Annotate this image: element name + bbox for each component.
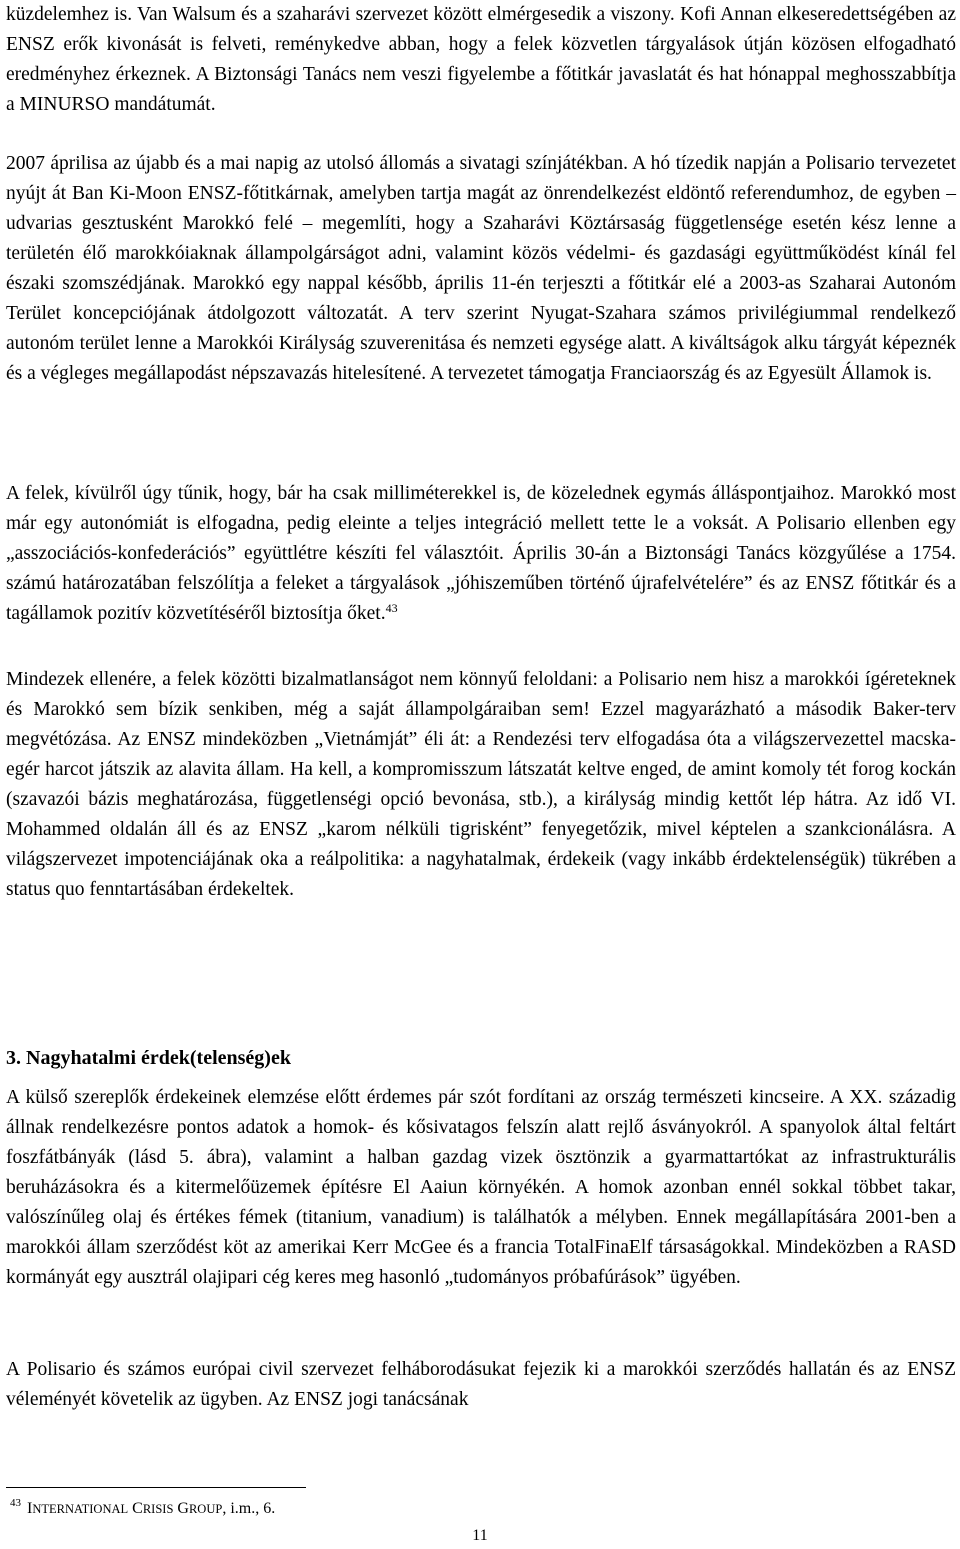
sentence: Ha kell, a kompromisszum látszatát keltve enged, de amint komoly tét forog kockán (szavazói bázis meghatározása, függetlenségi opció bevonása, stb.), a királyság mindig kettőt lép hátra. [6,759,957,810]
sentence: A XX. századig állnak rendelkezésre pontos adatok a homok- és kősivatagos felszín alatt rejlő ásványokról. [6,1087,956,1138]
footnote-text-part: C [132,1500,143,1517]
sentence: Mindezek ellenére, a felek közötti bizalmatlanságot nem könnyű feloldani: a Polisario nem hisz a marokkói ígéreteknek és Marokkó sem bízik senkiben, még a saját állampolgáraiban sem! [6,669,956,720]
sentence: A homok azonban ennél sokkal többet takar, valószínűleg olaj és értékes fémek (titanium, vanadium) is találhatók a mélyben. [6,1177,956,1228]
sentence: Az ENSZ jogi tanácsának [266,1389,469,1410]
footnote-text-part: NTERNATIONAL [32,1502,129,1516]
sentence: Mindeközben a RASD kormányát egy ausztrál olajipari cég keres meg hasonló „tudományos próbafúrások” ügyében. [6,1237,956,1288]
footnote-text-part: RISIS [142,1502,174,1516]
sentence: küzdelemhez is. Van Walsum és a szaharávi szervezet között elmérgesedik a viszony. Kofi Annan elkeseredettségében az ENSZ erők kivonását is felveti, reménykedve abban, hogy a felek közvetlen tárgyalások útján közösen elfogadható eredményhez érkeznek. [6,4,956,85]
sentence: A spanyolok által feltárt foszfátbányák (lásd 5. ábra), valamint a halban gazdag vizek ösztönzik a gyarmattartókat az infrastrukturális beruházásokra és a kitermelőüzemek építésre El Aaiun környékén. [6,1117,956,1198]
footnote-number: 43 [10,1497,21,1509]
sentence: A Polisario ellenben egy „asszociációs-konfederációs” együttlétre készíti fel választóit. [6,513,956,564]
sentence: Marokkó egy nappal később, április 11-én terjeszti a főtitkár elé a 2003-as Szaharai Autonóm Terület koncepciójának átdolgozott változatát. [6,273,957,324]
footnote-text-part: G [177,1500,189,1517]
sentence: A tervezetet támogatja Franciaország és az Egyesült Államok is. [429,363,932,384]
sentence: Az ENSZ mindeközben „Vietnámját” éli át: a Rendezési terv elfogadása óta a világszervezettel macska-egér harcot játszik az alavita állam. [6,729,956,780]
sentence: A terv szerint Nyugat-Szahara számos privilégiummal rendelkező autonóm terület lenne a Marokkói Királyság szuverenitása és nemzeti egysége alatt. [6,303,956,354]
sentence: A Polisario és számos európai civil szervezet felháborodásukat fejezik ki a marokkói szerződés hallatán és az ENSZ véleményét követelik az ügyben. [6,1359,956,1410]
paragraph-5 [6,1083,956,1293]
paragraph-4 [6,665,956,905]
sentence: A világszervezet impotenciájának oka a reálpolitika: a nagyhatalmak, érdekeik (vagy inkább érdektelenségük) tükrében a status quo fenntartásában érdekeltek. [6,819,956,900]
footnote [10,1498,275,1520]
sentence: Marokkó most már egy autonómiát is elfogadna, pedig eleinte a teljes integráció mellett tette le a voksát. [6,483,957,534]
footnote-text-part: ROUP [188,1502,223,1516]
paragraph-3 [6,479,956,629]
paragraph-2 [6,149,956,389]
sentence: A kiváltságok alku tárgyát képeznék és a végleges megállapodást népszavazás hitelesítené. [6,333,956,384]
footnote-text-part: , i.m., 6. [222,1500,276,1517]
sentence: A felek, kívülről úgy tűnik, hogy, bár ha csak milliméterekkel is, de közelednek egymás álláspontjaihoz. [6,483,835,504]
sentence: Ennek megállapítására 2001-ben a marokkói állam szerződést köt az amerikai Kerr McGee és a francia TotalFinaElf társaságokkal. [6,1207,956,1258]
footnote-reference[interactable]: 43 [385,601,398,615]
footnote-text-part: I [27,1500,33,1517]
sentence: A Biztonsági Tanács nem veszi figyelembe a főtitkár javaslatát és hat hónappal meghosszabbítja a MINURSO mandátumát. [6,64,956,115]
sentence: Az idő VI. Mohammed oldalán áll és az ENSZ „karom nélküli tigrisként” fenyegetőzik, mivel képtelen a szankcionálásra. [6,789,956,840]
paragraph-1 [6,0,956,120]
section-heading: 3. Nagyhatalmi érdek(telenség)ek [6,1047,291,1069]
sentence: 2007 áprilisa az újabb és a mai napig az utolsó állomás a sivatagi színjátékban. [6,153,628,174]
sentence: A külső szereplők érdekeinek elemzése előtt érdemes pár szót fordítani az ország természeti kincseire. [6,1087,825,1108]
sentence: A hó tízedik napján a Polisario tervezetet nyújt át Ban Ki-Moon ENSZ-főtitkárnak, amelyben tartja magát az önrendelkezést eldöntő referendumhoz, de egyben – udvarias gesztusként Marokkó felé – megemlíti, hogy a Szaharávi Köztársaság függetlensége esetén kész lenne a területén élő marokkóiaknak állampolgárságot adni, valamint közös védelmi- és gazdasági együttműködést kínál fel északi szomszédjának. [6,153,956,294]
page-number: 11 [472,1527,488,1544]
paragraph-6 [6,1355,956,1415]
footnote-separator [6,1487,306,1488]
sentence: Ezzel magyarázható a második Baker-terv megvétózása. [6,699,956,750]
sentence: Április 30-án a Biztonsági Tanács közgyűlése a 1754. számú határozatában felszólítja a feleket a tárgyalások „jóhiszeműben történő újrafelvételére” és az ENSZ főtitkár és a tagállamok pozitív közvetítéséről biztosítja őket. [6,543,956,624]
